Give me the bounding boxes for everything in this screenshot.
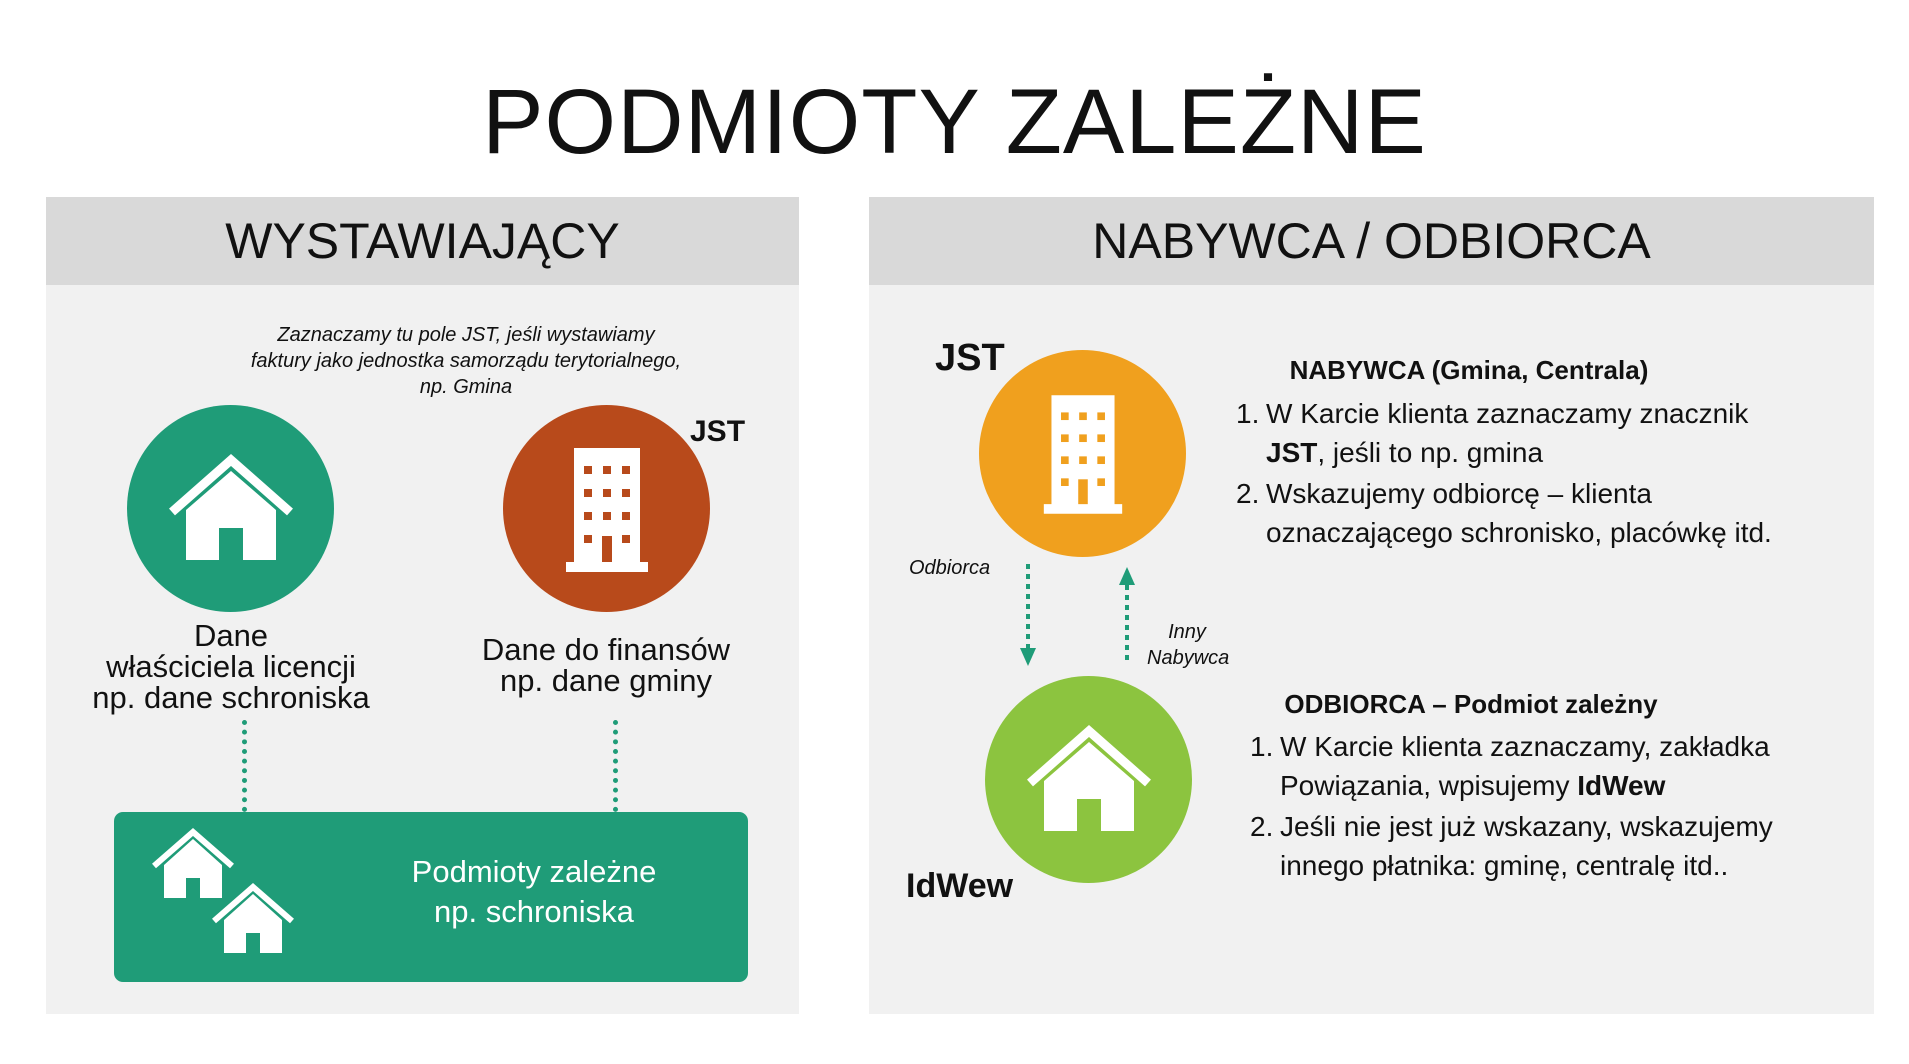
dotted-connector-finance (613, 720, 618, 812)
list-item: 2. Jeśli nie jest już wskazany, wskazujemy innego płatnika: gminę, centralę itd.. (1250, 811, 1773, 881)
recipient-circle (985, 676, 1192, 883)
jst-note: Zaznaczamy tu pole JST, jeśli wystawiamy faktury jako jednostka samorządu terytorialnego, np. Gmina (250, 324, 682, 398)
houses-icon (150, 826, 300, 966)
owner-label: Dane właściciela licencji np. dane schroniska (92, 618, 370, 715)
issuer-header: WYSTAWIAJĄCY (46, 197, 799, 285)
arrow-up-label: Inny Nabywca (1147, 621, 1230, 669)
jst-tag-left: JST (690, 415, 746, 448)
office-building-icon (562, 444, 652, 574)
recipient-steps (1250, 727, 1830, 885)
arrow-down-label: Odbiorca (909, 557, 991, 579)
subsidiaries-label: Podmioty zależne np. schroniska (411, 854, 657, 929)
subsidiaries-box (114, 812, 748, 982)
list-item: 2. Wskazujemy odbiorcę – klienta oznaczającego schronisko, placówkę itd. (1236, 478, 1772, 548)
arrow-down-icon (1018, 562, 1038, 670)
buyer-steps (1236, 394, 1836, 552)
owner-circle (127, 405, 334, 612)
finance-circle (503, 405, 710, 612)
arrow-up-icon (1117, 565, 1137, 667)
page-title: PODMIOTY ZALEŻNE (482, 71, 1427, 173)
jst-tag-right: JST (935, 337, 1005, 379)
buyer-recipient-header: NABYWCA / ODBIORCA (869, 197, 1874, 285)
issuer-panel (46, 197, 799, 1014)
idwew-tag: IdWew (906, 867, 1014, 905)
buyer-section-title: NABYWCA (Gmina, Centrala) (1289, 355, 1649, 385)
office-building-icon (1040, 391, 1126, 516)
house-icon (1024, 725, 1154, 835)
finance-label: Dane do finansów np. dane gminy (481, 632, 731, 698)
buyer-circle (979, 350, 1186, 557)
buyer-recipient-panel (869, 197, 1874, 1014)
house-icon (166, 454, 296, 564)
list-item: 1. W Karcie klienta zaznaczamy, zakładka Powiązania, wpisujemy IdWew (1250, 731, 1770, 801)
dotted-connector-owner (242, 720, 247, 812)
list-item: 1. W Karcie klienta zaznaczamy znacznik JST, jeśli to np. gmina (1236, 398, 1749, 468)
recipient-section-title: ODBIORCA – Podmiot zależny (1284, 689, 1658, 719)
